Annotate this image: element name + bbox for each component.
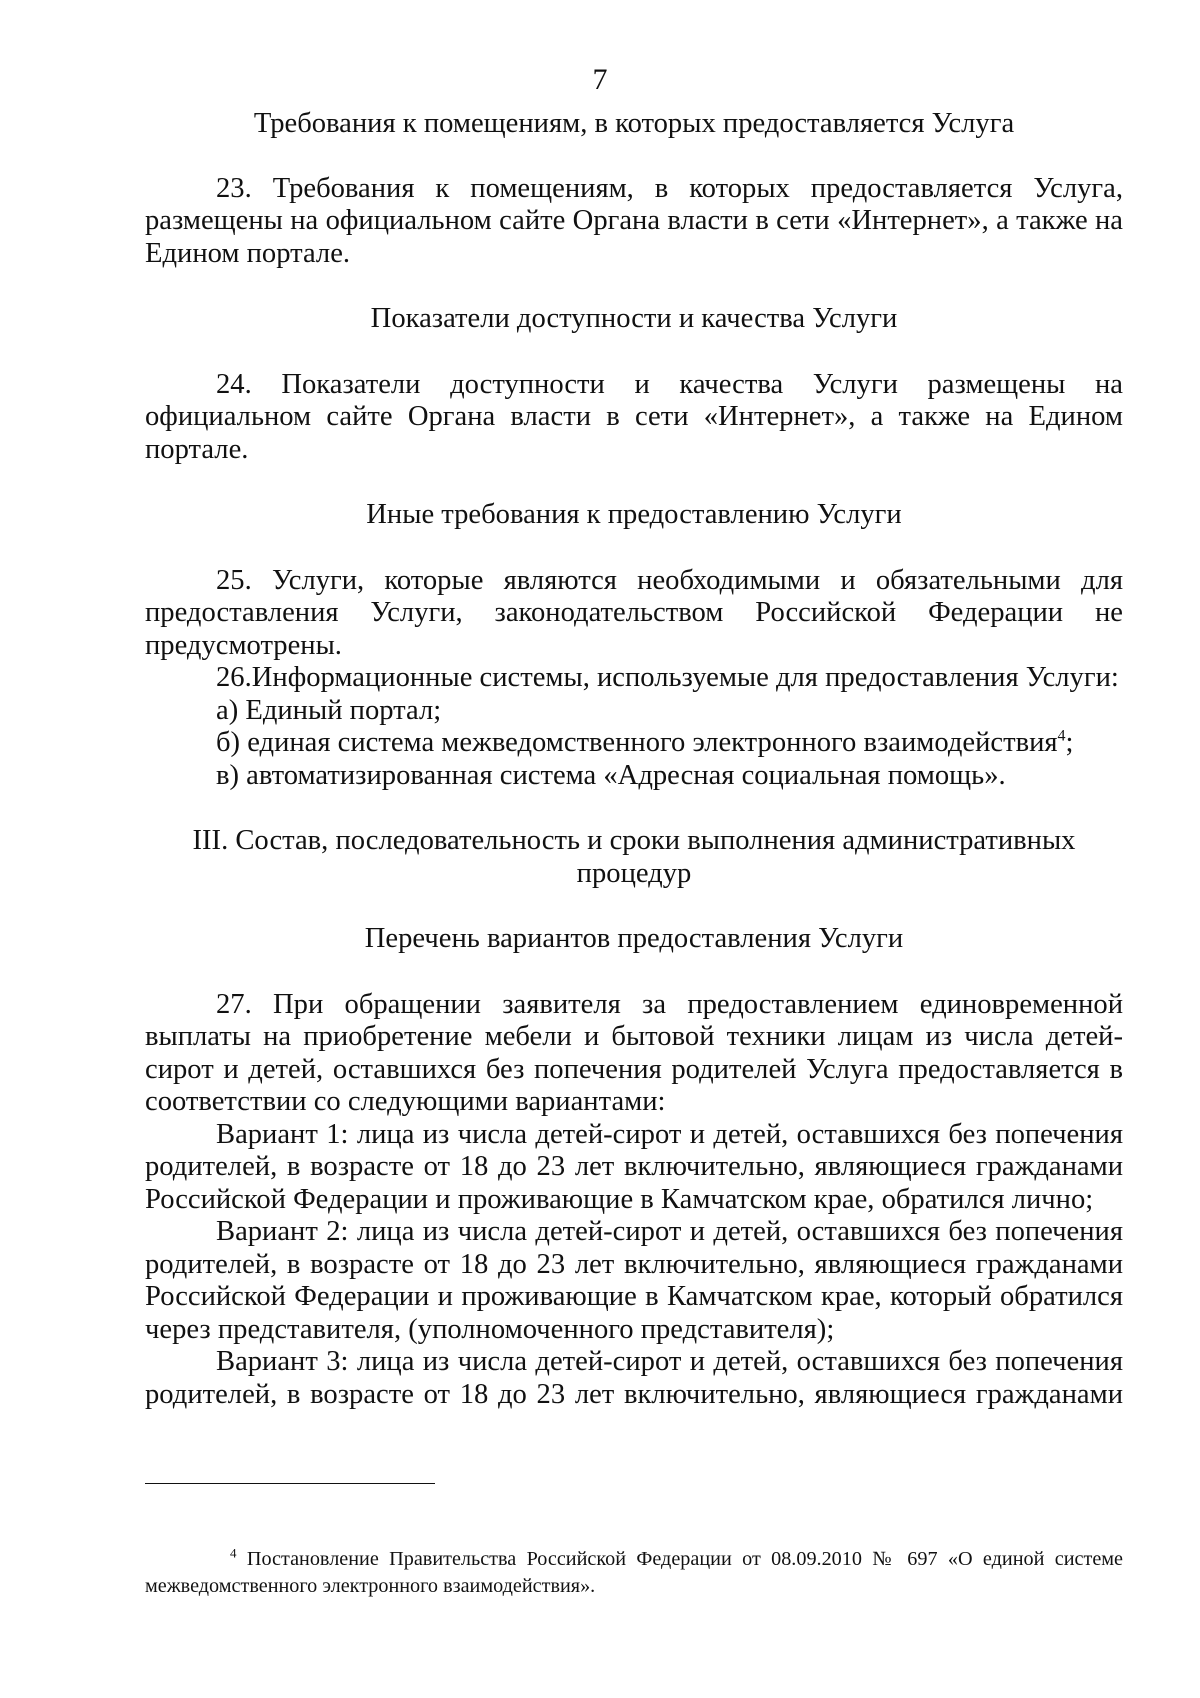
list-item-b-text: б) единая система межведомственного электронного взаимодействия — [216, 727, 1058, 758]
page-number: 7 — [592, 63, 608, 96]
list-item-a: а) Единый портал; — [216, 694, 442, 726]
footnote — [145, 1546, 1123, 1600]
footnote-divider — [145, 1483, 435, 1484]
list-item-b-end: ; — [1065, 727, 1074, 758]
variant-3: Вариант 3: лица из числа детей-сирот и детей, оставшихся без попечения родителей, в возрасте от 18 до 23 лет включительно, являющиеся гражданами — [145, 1346, 1123, 1410]
footnote-number: 4 — [230, 1545, 237, 1561]
heading-premises: Требования к помещениям, в которых предоставляется Услуга — [253, 108, 1015, 139]
heading-variants: Перечень вариантов предоставления Услуги — [364, 923, 904, 954]
paragraph-25: 25. Услуги, которые являются необходимыми и обязательными для предоставления Услуги, законодательством Российской Федерации не предусмотрены. — [145, 564, 1123, 661]
paragraph-26-intro: 26.Информационные системы, используемые для предоставления Услуги: — [216, 662, 1119, 693]
footnote-reference[interactable]: 4 — [1057, 727, 1066, 745]
heading-section-3-line1: III. Состав, последовательность и сроки выполнения административных — [192, 825, 1076, 856]
paragraph-24: 24. Показатели доступности и качества Услуги размещены на официальном сайте Органа власти в сети «Интернет», а также на Едином портале. — [145, 368, 1123, 465]
list-item-b — [145, 727, 1123, 760]
footnote-text: Постановление Правительства Российской Федерации от 08.09.2010 № 697 «О единой системе межведомственного электронного взаимодействия». — [145, 1548, 1124, 1598]
list-item-c: в) автоматизированная система «Адресная социальная помощь». — [216, 759, 1006, 791]
paragraph-27: 27. При обращении заявителя за предоставлением единовременной выплаты на приобретение мебели и бытовой техники лицам из числа детей-сирот и детей, оставшихся без попечения родителей Услуга предоставляется в соответствии со следующими вариантами: — [145, 988, 1123, 1117]
heading-other-requirements: Иные требования к предоставлению Услуги — [366, 499, 902, 530]
heading-section-3 — [145, 825, 1123, 890]
heading-section-3-line2: процедур — [576, 857, 692, 889]
document-body — [145, 108, 1123, 1411]
paragraph-23: 23. Требования к помещениям, в которых предоставляется Услуга, размещены на официальном сайте Органа власти в сети «Интернет», а также на Едином портале. — [145, 172, 1123, 269]
variant-1: Вариант 1: лица из числа детей-сирот и детей, оставшихся без попечения родителей, в возрасте от 18 до 23 лет включительно, являющиеся гражданами Российской Федерации и проживающие в Камчатском крае, обратился лично; — [145, 1118, 1123, 1215]
heading-indicators: Показатели доступности и качества Услуги — [370, 303, 898, 334]
variant-2: Вариант 2: лица из числа детей-сирот и детей, оставшихся без попечения родителей, в возрасте от 18 до 23 лет включительно, являющиеся гражданами Российской Федерации и проживающие в Камчатском крае, который обратился через представителя, (уполномоченного представителя); — [145, 1216, 1123, 1345]
